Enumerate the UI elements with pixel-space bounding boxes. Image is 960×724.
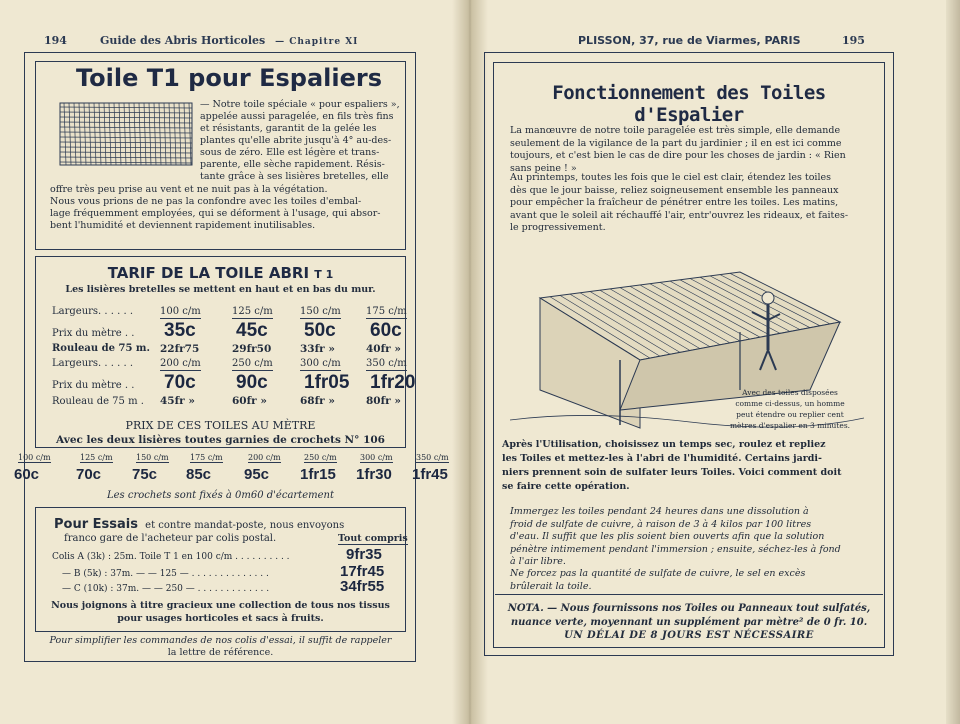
- table1-roll-1: 29fr50: [232, 343, 272, 355]
- table1-width-0: 100 c/m: [160, 306, 201, 317]
- table2-roll-3: 80fr »: [366, 395, 401, 407]
- intro-line-10: bent l'humidité et deviennent rapidement inutilisables.: [50, 220, 316, 231]
- footer-2: la lettre de référence.: [167, 647, 274, 658]
- t2-label-rouleau: Rouleau de 75 m .: [52, 396, 144, 407]
- left-header-chapter: — Chapitre XI: [275, 37, 359, 47]
- table1-price-0: 35c: [164, 320, 196, 341]
- intro-line-8: Nous vous prions de ne pas la confondre avec les toiles d'embal-: [50, 196, 362, 207]
- crochet-price-0: 60c: [14, 466, 40, 483]
- table2-roll-2: 68fr »: [300, 395, 335, 407]
- t1-label-largeurs: Largeurs. . . . . .: [52, 306, 134, 317]
- table2-width-0: 200 c/m: [160, 358, 201, 369]
- para4-line-4: à l'air libre.: [510, 556, 566, 567]
- essais-text-2: franco gare de l'acheteur par colis postal.: [64, 533, 277, 544]
- intro-line-7: offre très peu prise au vent et ne nuit pas à la végétation.: [50, 184, 328, 195]
- table1-roll-2: 33fr »: [300, 343, 335, 355]
- para2-line-2: pour empêcher la fraîcheur de pénétrer entre les toiles. Les matins,: [510, 197, 839, 208]
- caption-line-0: Avec des toiles disposées: [742, 388, 838, 397]
- nota-rule: [495, 594, 883, 595]
- table2-width-1: 250 c/m: [232, 358, 273, 369]
- colis-c-label: — C (10k) : 37m. — — 250 — . . . . . . . . . . . . .: [62, 584, 270, 594]
- para1-line-0: La manœuvre de notre toile paragelée est très simple, elle demande: [510, 125, 841, 136]
- para4-line-0: Immergez les toiles pendant 24 heures dans une dissolution à: [510, 506, 809, 517]
- para2-line-4: le progressivement.: [510, 222, 606, 233]
- para2-line-3: avant que le soleil ait réchauffé l'air, entr'ouvrez les rideaux, et faites-: [510, 209, 849, 221]
- crochet-price-6: 1fr30: [356, 466, 392, 483]
- delai: UN DÉLAI DE 8 JOURS EST NÉCESSAIRE: [564, 630, 814, 641]
- joignons-1: Nous joignons à titre gracieux une collection de tous nos tissus: [51, 600, 390, 611]
- para1-line-1: seulement de la vigilance de la part du jardinier ; il en est ici comme: [510, 137, 842, 149]
- crochet-width-1: 125 c/m: [80, 453, 113, 462]
- table2-roll-0: 45fr »: [160, 395, 195, 407]
- caption-line-2: peut étendre ou replier cent: [736, 410, 844, 419]
- para1-line-2: toujours, et c'est bien le cas de dire pour les choses de jardin : « Rien: [510, 150, 846, 161]
- intro-line-3: plantes qu'elle abrite jusqu'à 4° au-des-: [200, 135, 392, 146]
- essais-title: Pour Essais: [54, 517, 138, 532]
- book-gutter: [452, 0, 488, 724]
- crochet-subtitle: Avec les deux lisières toutes garnies de crochets N° 106: [56, 434, 385, 446]
- crochet-width-5: 250 c/m: [304, 453, 337, 462]
- para4-line-2: d'eau. Il suffit que les plis soient bien ouverts afin que la solution: [510, 531, 825, 542]
- crochet-price-4: 95c: [244, 466, 270, 483]
- intro-line-4: sous de zéro. Elle est légère et trans-: [200, 147, 380, 158]
- crochet-price-2: 75c: [132, 466, 158, 483]
- crochet-width-7: 350 c/m: [416, 453, 449, 462]
- t2-label-largeurs: Largeurs. . . . . .: [52, 358, 134, 369]
- table2-roll-1: 60fr »: [232, 395, 267, 407]
- left-header: [100, 34, 358, 47]
- crochet-width-2: 150 c/m: [136, 453, 169, 462]
- colis-a-price: 9fr35: [346, 546, 382, 563]
- intro-line-9: lage fréquemment employées, qui se déforment à l'usage, qui absor-: [50, 208, 381, 219]
- table1-width-3: 175 c/m: [366, 306, 407, 317]
- page-edge: [946, 0, 960, 724]
- table2-width-2: 300 c/m: [300, 358, 341, 369]
- t1-label-rouleau: Rouleau de 75 m.: [52, 343, 150, 354]
- para4-line-1: froid de sulfate de cuivre, à raison de 3 à 4 kilos par 100 litres: [510, 518, 812, 530]
- tarif-subtitle: Les lisières bretelles se mettent en haut et en bas du mur.: [65, 284, 376, 295]
- crochet-width-3: 175 c/m: [190, 453, 223, 462]
- caption-line-1: comme ci-dessus, un homme: [735, 399, 845, 408]
- crochet-width-6: 300 c/m: [360, 453, 393, 462]
- tarif-title-suffix: T 1: [314, 268, 334, 281]
- essais-line-1: [54, 517, 344, 532]
- para4-line-3: pénètre intimement pendant l'immersion ; ensuite, séchez-les à fond: [510, 543, 841, 555]
- table1-price-3: 60c: [370, 320, 402, 341]
- right-page-number: 195: [842, 34, 865, 47]
- crochet-width-0: 100 c/m: [18, 453, 51, 462]
- table1-width-2: 150 c/m: [300, 306, 341, 317]
- tarif-title-text: TARIF DE LA TOILE ABRI: [107, 264, 310, 282]
- table2-price-3: 1fr20: [370, 372, 416, 393]
- crochet-price-7: 1fr45: [412, 466, 448, 483]
- mesh-illustration: [56, 99, 196, 169]
- table1-price-2: 50c: [304, 320, 336, 341]
- para3-line-1: les Toiles et mettez-les à l'abri de l'humidité. Certains jardi-: [502, 453, 822, 464]
- para1-line-3: sans peine ! »: [510, 162, 577, 174]
- table2-width-3: 350 c/m: [366, 358, 407, 369]
- essais-compris: Tout compris: [338, 533, 408, 544]
- tarif-title: [35, 264, 406, 282]
- t2-label-prix: Prix du mètre . .: [52, 380, 135, 391]
- footer-1: Pour simplifier les commandes de nos colis d'essai, il suffit de rappeler: [49, 635, 392, 646]
- table2-price-1: 90c: [236, 372, 268, 393]
- table2-price-2: 1fr05: [304, 372, 350, 393]
- left-header-title: Guide des Abris Horticoles: [100, 34, 266, 47]
- left-page-number: 194: [44, 34, 67, 47]
- colis-c-price: 34fr55: [340, 578, 385, 595]
- intro-line-5: parente, elle sèche rapidement. Résis-: [200, 159, 385, 170]
- intro-line-2: et résistants, garantit de la gelée les: [200, 123, 377, 134]
- crochet-note: Les crochets sont fixés à 0m60 d'écartement: [107, 490, 334, 501]
- para2-line-1: dès que le jour baisse, reliez soigneusement ensemble les panneaux: [510, 184, 839, 196]
- table1-width-1: 125 c/m: [232, 306, 273, 317]
- para5-line-1: brûlerait la toile.: [510, 580, 592, 592]
- crochet-price-3: 85c: [186, 466, 212, 483]
- crochet-title: PRIX DE CES TOILES AU MÈTRE: [125, 419, 316, 432]
- para3-line-3: se faire cette opération.: [502, 481, 630, 492]
- para2-line-0: Au printemps, toutes les fois que le ciel est clair, étendez les toiles: [510, 172, 832, 183]
- colis-a-label: Colis A (3k) : 25m. Toile T 1 en 100 c/m . . . . . . . . . .: [52, 552, 290, 562]
- table1-roll-3: 40fr »: [366, 343, 401, 355]
- para3-line-0: Après l'Utilisation, choisissez un temps sec, roulez et repliez: [502, 439, 826, 450]
- nota-2: nuance verte, moyennant un supplément par mètre² de 0 fr. 10.: [510, 617, 868, 628]
- crochet-price-1: 70c: [76, 466, 102, 483]
- intro-line-6: tante grâce à ses lisières bretelles, elle: [200, 171, 389, 182]
- right-title: Fonctionnement des Toiles d'Espalier: [552, 82, 826, 126]
- caption-line-3: mètres d'espalier en 3 minutes.: [729, 421, 851, 430]
- table2-price-0: 70c: [164, 372, 196, 393]
- table1-roll-0: 22fr75: [160, 343, 200, 355]
- nota-1: NOTA. — Nous fournissons nos Toiles ou Panneaux tout sulfatés,: [507, 603, 871, 614]
- intro-line-0: — Notre toile spéciale « pour espaliers »,: [200, 99, 400, 110]
- colis-b-price: 17fr45: [340, 563, 385, 580]
- para5-line-0: Ne forcez pas la quantité de sulfate de cuivre, le sel en excès: [510, 568, 806, 579]
- table1-price-1: 45c: [236, 320, 268, 341]
- intro-line-1: appelée aussi paragelée, en fils très fins: [200, 111, 394, 122]
- joignons-2: pour usages horticoles et sacs à fruits.: [117, 613, 324, 624]
- t1-label-prix: Prix du mètre . .: [52, 328, 135, 339]
- left-title: Toile T1 pour Espaliers: [75, 64, 383, 92]
- colis-b-label: — B (5k) : 37m. — — 125 — . . . . . . . . . . . . . .: [62, 569, 269, 579]
- right-header-title: PLISSON, 37, rue de Viarmes, PARIS: [578, 34, 801, 47]
- crochet-price-5: 1fr15: [300, 466, 336, 483]
- essais-text-1: et contre mandat-poste, nous envoyons: [145, 520, 345, 531]
- para3-line-2: niers prennent soin de sulfater leurs Toiles. Voici comment doit: [502, 467, 842, 478]
- crochet-width-4: 200 c/m: [248, 453, 281, 462]
